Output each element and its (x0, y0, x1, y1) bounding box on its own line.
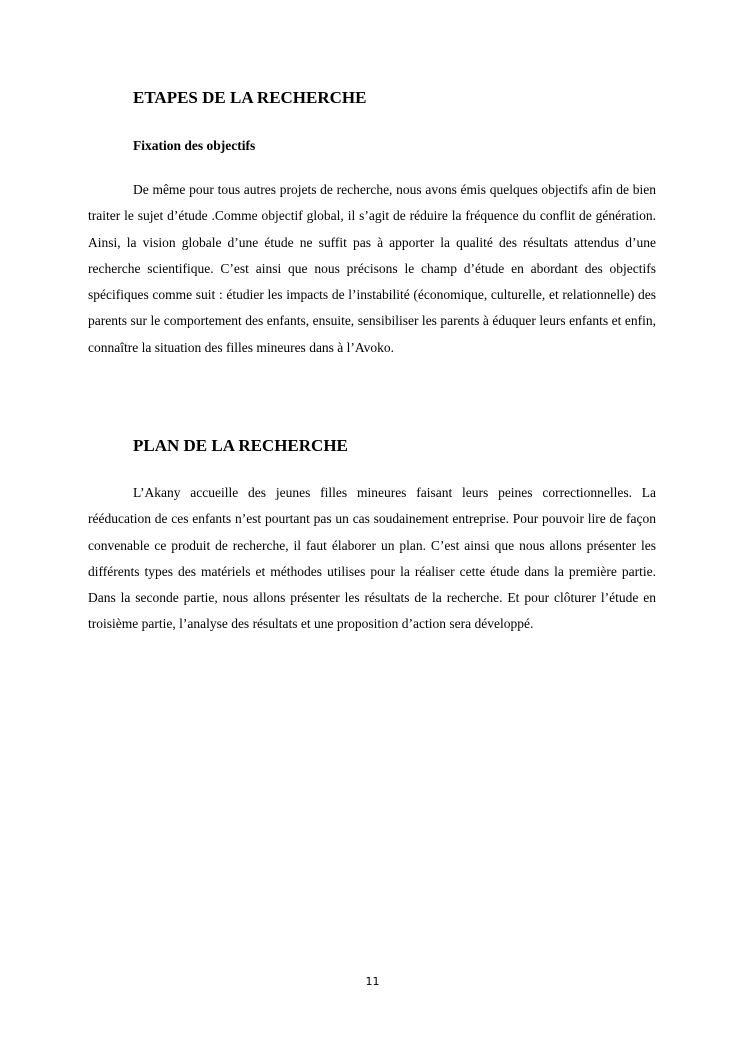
section-heading-etapes: ETAPES DE LA RECHERCHE (133, 88, 367, 107)
paragraph-plan: L’Akany accueille des jeunes filles mineures faisant leurs peines correctionnelles. La rééducation de ces enfants n’est pourtant pas un cas soudainement entreprise. Pour pouvoir lire de façon convenable ce produit de recherche, il faut élaborer un plan. C’est ainsi que nous allons présenter les différents types des matériels et méthodes utilises pour la réaliser cette étude dans la première partie. Dans la seconde partie, nous allons présenter les résultats de la recherche. Et pour clôturer l’étude en troisième partie, l’analyse des résultats et une proposition d’action sera développé. (88, 485, 656, 632)
page-number: 11 (365, 975, 380, 988)
paragraph-objectifs: De même pour tous autres projets de recherche, nous avons émis quelques objectifs afin de bien traiter le sujet d’étude .Comme objectif global, il s’agit de réduire la fréquence du conflit de génération. Ainsi, la vision globale d’une étude ne suffit pas à apporter la qualité des résultats attendus d’une recherche scientifique. C’est ainsi que nous précisons le champ d’étude en abordant des objectifs spécifiques comme suit : étudier les impacts de l’instabilité (économique, culturelle, et relationnelle) des parents sur le comportement des enfants, ensuite, sensibiliser les parents à éduquer leurs enfants et enfin, connaître la situation des filles mineures dans à l’Avoko. (88, 182, 656, 355)
subheading-fixation-objectifs: Fixation des objectifs (133, 138, 256, 153)
section-heading-plan: PLAN DE LA RECHERCHE (133, 436, 348, 455)
